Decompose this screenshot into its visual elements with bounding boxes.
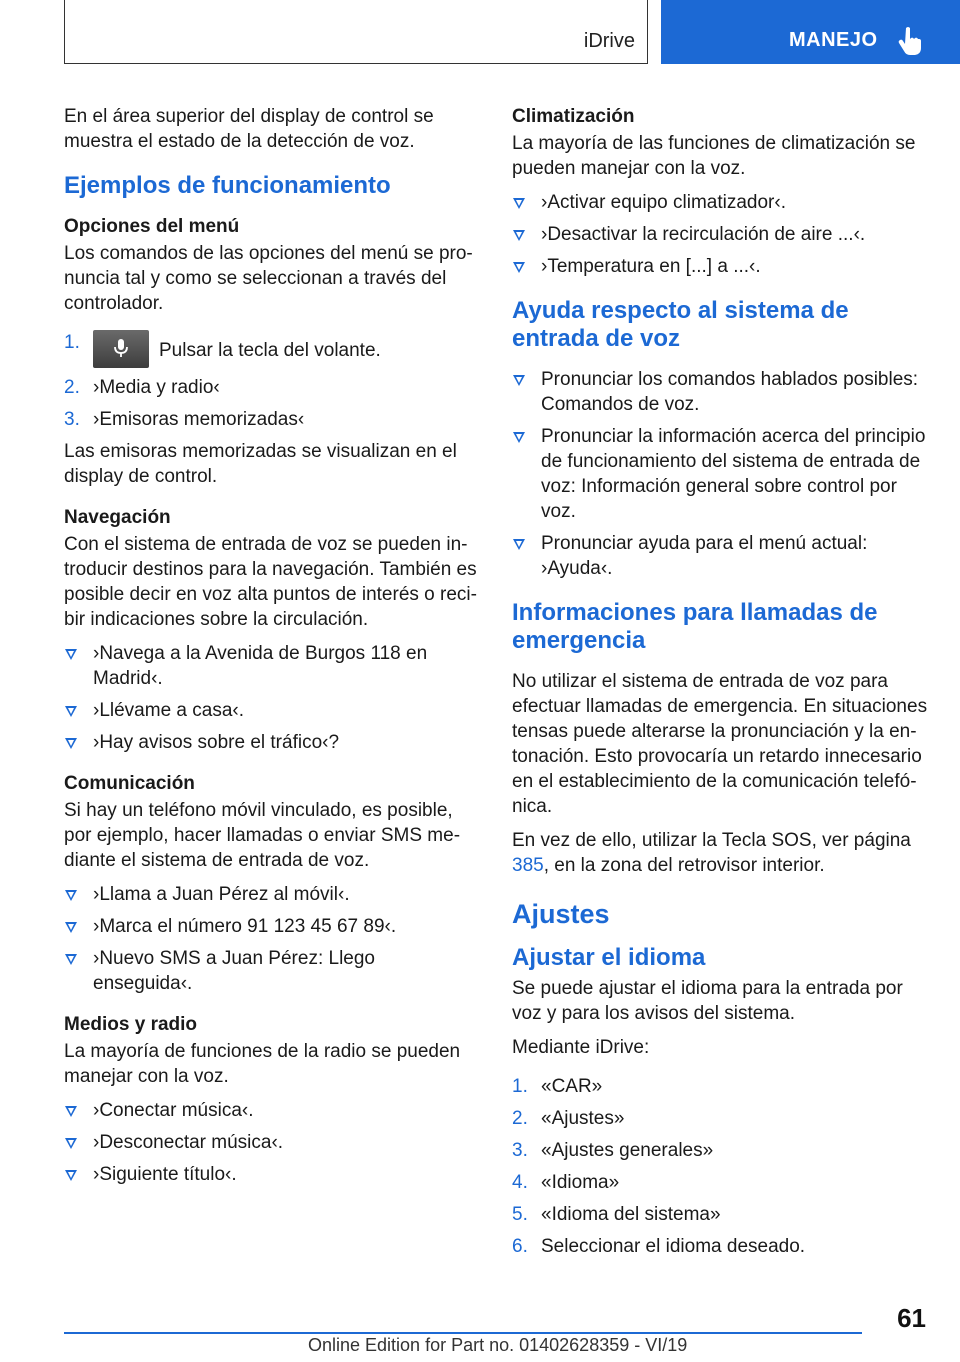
list-item <box>64 1130 478 1155</box>
chapter-title: MANEJO <box>789 29 878 51</box>
list-text: Pronunciar la información acerca del principio de funcionamiento del sistema de entrada de voz: Información general sobre control por voz. <box>541 426 926 522</box>
menu-text: Los comandos de las opciones del menú se pronuncia tal y como se seleccionan a través del controlador. <box>64 243 473 314</box>
heading-examples: Ejemplos de funcionamiento <box>64 172 391 199</box>
language-steps <box>512 1074 928 1259</box>
heading-emergency: Informaciones para llamadas de emergencia <box>512 599 878 654</box>
triangle-bullet-icon <box>513 198 525 209</box>
nav-text: Con el sistema de entrada de voz se pueden introducir destinos para la navegación. También es posible decir en voz alta puntos de interés o recibir indicaciones sobre la circulación. <box>64 534 477 630</box>
right-column <box>512 104 928 1266</box>
footer-divider <box>64 1332 862 1334</box>
step-number: 1. <box>512 1076 528 1097</box>
list-text: ›Llévame a casa‹. <box>93 700 245 721</box>
step-text: Pulsar la tecla del volante. <box>159 340 381 361</box>
triangle-bullet-icon <box>513 230 525 241</box>
nav-list <box>64 641 478 755</box>
menu-steps <box>64 330 478 432</box>
list-text: ›Hay avisos sobre el tráfico‹? <box>93 732 340 753</box>
list-text: ›Siguiente título‹. <box>93 1164 237 1185</box>
step-number: 6. <box>512 1236 528 1257</box>
comm-title: Comunicación <box>64 773 195 794</box>
list-item <box>512 1234 928 1259</box>
page-number: 61 <box>897 1303 926 1333</box>
list-item <box>64 330 478 368</box>
list-item <box>512 1170 928 1195</box>
comm-list <box>64 882 478 996</box>
list-item <box>64 946 478 996</box>
step-number: 3. <box>512 1140 528 1161</box>
list-item <box>64 1098 478 1123</box>
emergency-text: No utilizar el sistema de entrada de voz para efectuar llamadas de emergencia. En situaciones tensas puede alterarse la pronunciación y la entonación. Esto provocaría un retardo innecesario en el establecimiento de la comunicación telefónica. <box>512 671 928 817</box>
list-item <box>512 1106 928 1131</box>
step-number: 2. <box>64 377 80 398</box>
media-list <box>64 1098 478 1187</box>
list-item <box>512 367 928 417</box>
clima-list <box>512 190 928 279</box>
list-text: ›Desactivar la recirculación de aire ...‹. <box>541 224 866 245</box>
clima-text: La mayoría de las funciones de climatización se pueden manejar con la voz. <box>512 133 916 179</box>
list-text: Pronunciar ayuda para el menú actual: ›Ayuda‹. <box>541 533 868 579</box>
list-text: ›Conectar música‹. <box>93 1100 254 1121</box>
triangle-bullet-icon <box>513 432 525 443</box>
triangle-bullet-icon <box>65 922 77 933</box>
heading-language: Ajustar el idioma <box>512 944 706 971</box>
menu-after-text: Las emisoras memorizadas se visualizan en el display de control. <box>64 441 457 487</box>
voice-button-image <box>93 330 149 368</box>
list-text: Pronunciar los comandos hablados posibles: Comandos de voz. <box>541 369 919 415</box>
list-item <box>512 254 928 279</box>
list-item <box>512 424 928 524</box>
comm-text: Si hay un teléfono móvil vinculado, es posible, por ejemplo, hacer llamadas o enviar SMS mediante el sistema de entrada de voz. <box>64 800 461 871</box>
help-list <box>512 367 928 581</box>
language-text: Se puede ajustar el idioma para la entrada por voz y para los avisos del sistema. <box>512 978 903 1024</box>
step-text: ›Media y radio‹ <box>93 377 220 398</box>
via-text: Mediante iDrive: <box>512 1037 650 1058</box>
step-text: «CAR» <box>541 1076 603 1097</box>
triangle-bullet-icon <box>513 375 525 386</box>
list-item <box>64 882 478 907</box>
list-text: ›Marca el número 91 123 45 67 89‹. <box>93 916 397 937</box>
media-text: La mayoría de funciones de la radio se pueden manejar con la voz. <box>64 1041 461 1087</box>
step-text: Seleccionar el idioma deseado. <box>541 1236 806 1257</box>
pointing-hand-icon <box>897 26 923 56</box>
triangle-bullet-icon <box>65 738 77 749</box>
step-number: 2. <box>512 1108 528 1129</box>
list-text: ›Navega a la Avenida de Burgos 118 en Madrid‹. <box>93 643 428 689</box>
step-text: «Ajustes» <box>541 1108 625 1129</box>
list-item <box>512 1202 928 1227</box>
list-item <box>64 375 478 400</box>
footer-edition: Online Edition for Part no. 01402628359 - VI/19 <box>308 1335 688 1355</box>
list-item <box>512 190 928 215</box>
step-number: 1. <box>64 332 80 353</box>
intro-text: En el área superior del display de control se muestra el estado de la detección de voz. <box>64 106 434 152</box>
header-chapter-tab[interactable] <box>661 0 960 64</box>
list-item <box>64 641 478 691</box>
microphone-icon <box>112 338 130 360</box>
step-text: «Idioma del sistema» <box>541 1204 721 1225</box>
section-title: iDrive <box>583 30 635 52</box>
triangle-bullet-icon <box>65 890 77 901</box>
triangle-bullet-icon <box>65 1106 77 1117</box>
step-number: 3. <box>64 409 80 430</box>
emergency-ref <box>512 828 928 878</box>
triangle-bullet-icon <box>65 1170 77 1181</box>
list-item <box>64 1162 478 1187</box>
list-item <box>64 914 478 939</box>
triangle-bullet-icon <box>65 954 77 965</box>
list-text: ›Temperatura en [...] a ...‹. <box>541 256 761 277</box>
list-item <box>64 407 478 432</box>
list-item <box>512 531 928 581</box>
ref-text: , en la zona del retrovisor interior. <box>543 855 825 876</box>
list-text: ›Desconectar música‹. <box>93 1132 284 1153</box>
list-text: ›Activar equipo climatizador‹. <box>541 192 786 213</box>
media-title: Medios y radio <box>64 1014 198 1035</box>
triangle-bullet-icon <box>65 1138 77 1149</box>
step-number: 4. <box>512 1172 528 1193</box>
step-text: «Ajustes generales» <box>541 1140 714 1161</box>
list-item <box>512 1074 928 1099</box>
heading-help: Ayuda respecto al sistema de entrada de voz <box>512 297 849 352</box>
list-text: ›Nuevo SMS a Juan Pérez: Llego enseguida‹. <box>93 948 375 994</box>
list-item <box>64 698 478 723</box>
list-item <box>512 222 928 247</box>
nav-title: Navegación <box>64 507 171 528</box>
step-number: 5. <box>512 1204 528 1225</box>
triangle-bullet-icon <box>65 706 77 717</box>
page-link[interactable]: 385 <box>512 855 544 876</box>
list-item <box>64 730 478 755</box>
clima-title: Climatización <box>512 106 635 127</box>
list-item <box>512 1138 928 1163</box>
heading-settings: Ajustes <box>512 899 610 929</box>
triangle-bullet-icon <box>513 539 525 550</box>
list-text: ›Llama a Juan Pérez al móvil‹. <box>93 884 350 905</box>
menu-title: Opciones del menú <box>64 216 240 237</box>
triangle-bullet-icon <box>65 649 77 660</box>
ref-text: En vez de ello, utilizar la Tecla SOS, ver página <box>512 830 911 851</box>
left-column <box>64 104 478 1194</box>
header-section-box <box>64 0 648 64</box>
step-text: ›Emisoras memorizadas‹ <box>93 409 305 430</box>
triangle-bullet-icon <box>513 262 525 273</box>
step-text: «Idioma» <box>541 1172 620 1193</box>
